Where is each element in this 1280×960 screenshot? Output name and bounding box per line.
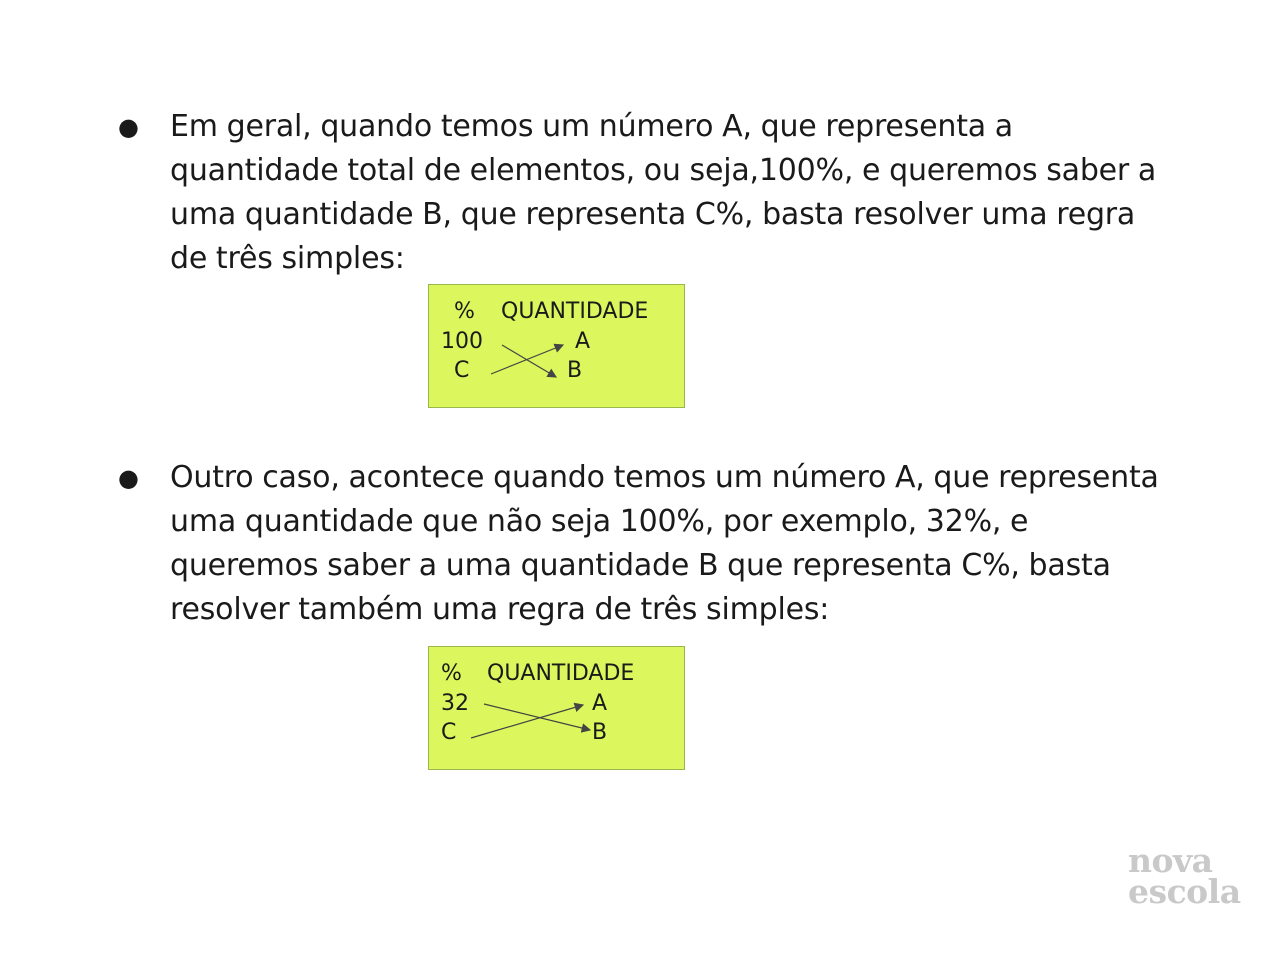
header-quantity: QUANTIDADE: [487, 661, 635, 686]
header-quantity: QUANTIDADE: [501, 299, 649, 324]
row1-percent: 32: [441, 691, 469, 716]
rule-of-three-box-1: [428, 284, 685, 408]
bullet-item-2: [118, 456, 1178, 632]
bullet-item-1: [118, 105, 1178, 281]
row1-percent: 100: [441, 329, 483, 354]
row1-quantity: A: [592, 691, 608, 716]
logo-line-1: nova: [1128, 841, 1213, 880]
arrow-to-a: [471, 705, 583, 738]
arrow-to-b: [502, 345, 556, 377]
bullet-text-1: Em geral, quando temos um número A, que representa a quantidade total de elementos, ou seja,100%, e queremos saber a uma quantidade B, que representa C%, basta resolver uma regra de três simples:: [170, 109, 1157, 276]
rule-of-three-box-2: [428, 646, 685, 770]
bullet-text-2: Outro caso, acontece quando temos um número A, que representa uma quantidade que não seja 100%, por exemplo, 32%, e queremos saber a uma quantidade B que representa C%, basta resolver também uma regra de três simples:: [170, 460, 1159, 627]
row2-percent: C: [454, 358, 470, 383]
row2-percent: C: [441, 720, 457, 745]
bullet-marker: ●: [118, 113, 139, 141]
cross-arrows-1: [429, 285, 686, 409]
nova-escola-logo: [1128, 841, 1241, 911]
row1-quantity: A: [575, 329, 591, 354]
header-percent: %: [454, 299, 475, 324]
row2-quantity: B: [592, 720, 608, 745]
arrow-to-a: [491, 345, 563, 374]
row2-quantity: B: [567, 358, 583, 383]
bullet-marker: ●: [118, 464, 139, 492]
logo-line-2: escola: [1128, 872, 1241, 911]
header-percent: %: [441, 661, 462, 686]
cross-arrows-2: [429, 647, 686, 771]
